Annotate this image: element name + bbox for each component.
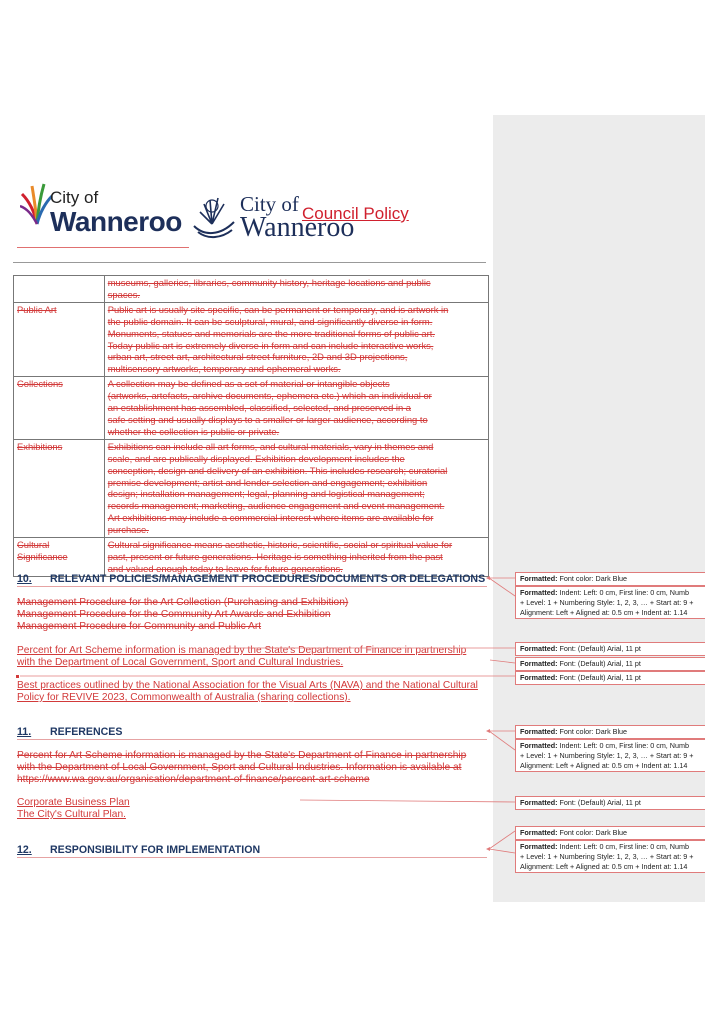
inserted-text: Corporate Business Plan <box>17 797 130 808</box>
inserted-text: with the Department of Local Government, Sport and Cultural Industries. <box>17 657 344 668</box>
section-title: RESPONSIBILITY FOR IMPLEMENTATION <box>50 844 261 856</box>
logo-serif-wanneroo: Wanneroo <box>240 212 355 243</box>
section-10-heading <box>17 573 485 585</box>
formatting-balloon[interactable] <box>515 840 705 873</box>
table-row <box>14 377 489 440</box>
balloon-text: Indent: Left: 0 cm, First line: 0 cm, Numb <box>559 741 689 750</box>
term-cell: Public Art <box>14 302 105 376</box>
description-line: scale, and are publically displayed. Exhibition development includes the <box>107 452 405 464</box>
description-cell <box>104 302 488 376</box>
table-row <box>14 276 489 303</box>
description-cell <box>104 377 488 440</box>
inserted-text: Policy for REVIVE 2023, Commonwealth of Australia (sharing collections). <box>17 692 351 703</box>
balloon-label: Formatted: <box>520 727 558 736</box>
balloon-text: Alignment: Left + Aligned at: 0.5 cm + Indent at: 1.14 <box>520 607 688 617</box>
description-line: urban art, street art, architectural street furniture, 2D and 3D projections, <box>107 351 408 363</box>
insertion-marker <box>16 675 19 678</box>
section-number: 10. <box>17 573 32 585</box>
section-number: 11. <box>17 726 32 738</box>
term-cell: Collections <box>14 377 105 440</box>
term-cell: Exhibitions <box>14 439 105 537</box>
formatting-balloon[interactable] <box>515 657 705 671</box>
balloon-label: Formatted: <box>520 659 558 668</box>
section-12-heading <box>17 844 260 856</box>
description-line: the public domain. It can be sculptural, mural, and significantly diverse in form. <box>107 315 433 327</box>
inserted-text: Percent for Art Scheme information is managed by the State's Department of Finance in partnership <box>17 645 467 656</box>
section-title: REFERENCES <box>50 726 123 738</box>
balloon-label: Formatted: <box>520 828 558 837</box>
balloon-text: + Level: 1 + Numbering Style: 1, 2, 3, … + Start at: 9 + <box>520 597 694 607</box>
deleted-procedure: Management Procedure for the Community Art Awards and Exhibition <box>17 609 331 620</box>
description-line: safe setting and usually displays to a smaller or larger audience, according to <box>107 413 428 425</box>
council-policy-title: Council Policy <box>302 204 409 223</box>
section-11-heading <box>17 726 122 738</box>
table-row <box>14 439 489 537</box>
section-title: RELEVANT POLICIES/MANAGEMENT PROCEDURES/DOCUMENTS OR DELEGATIONS <box>50 573 486 585</box>
formatting-balloon[interactable] <box>515 642 705 656</box>
balloon-text: Font: (Default) Arial, 11 pt <box>559 673 641 682</box>
description-line: Monuments, statues and memorials are the more traditional forms of public art. <box>107 327 435 339</box>
formatting-balloon[interactable] <box>515 671 705 685</box>
description-cell <box>104 538 488 577</box>
section-rule <box>17 586 487 587</box>
section-number: 12. <box>17 844 32 856</box>
balloon-text: Font color: Dark Blue <box>559 828 628 837</box>
description-line: records management; marketing, audience engagement and event management. <box>107 500 445 512</box>
balloon-label: Formatted: <box>520 842 558 851</box>
balloon-text: Indent: Left: 0 cm, First line: 0 cm, Numb <box>559 842 689 851</box>
inserted-text: The City's Cultural Plan. <box>17 809 126 820</box>
description-line: an establishment has assembled, classified, selected, and preserved in a <box>107 402 411 414</box>
balloon-label: Formatted: <box>520 673 558 682</box>
description-line: premise development; artist and lender selection and engagement; exhibition <box>107 476 428 488</box>
balloon-text: Alignment: Left + Aligned at: 0.5 cm + Indent at: 1.14 <box>520 861 688 871</box>
definitions-table <box>13 275 489 577</box>
description-line: Exhibitions can include all art forms, and cultural materials, vary in themes and <box>107 440 434 452</box>
description-line: Art exhibitions may include a commercial interest where items are available for <box>107 512 434 524</box>
deleted-procedure: Management Procedure for the Art Collection (Purchasing and Exhibition) <box>17 597 349 608</box>
deleted-reference-link[interactable]: https://www.wa.gov.au/organisation/department-of-finance/percent-art-scheme <box>17 774 370 785</box>
table-row <box>14 302 489 376</box>
flower-emblem-icon <box>20 180 54 226</box>
logo-underline <box>17 247 189 248</box>
formatting-balloon[interactable] <box>515 725 705 739</box>
formatting-balloon[interactable] <box>515 826 705 840</box>
balloon-text: Font color: Dark Blue <box>559 574 628 583</box>
balloon-text: Alignment: Left + Aligned at: 0.5 cm + Indent at: 1.14 <box>520 760 688 770</box>
balloon-label: Formatted: <box>520 741 558 750</box>
section-rule <box>17 739 487 740</box>
description-line: A collection may be defined as a set of material or intangible objects <box>107 378 390 390</box>
balloon-text: + Level: 1 + Numbering Style: 1, 2, 3, … + Start at: 9 + <box>520 750 694 760</box>
description-line: purchase. <box>107 524 149 536</box>
formatting-balloon[interactable] <box>515 586 705 619</box>
description-line: and valued enough today to leave for future generations. <box>107 562 343 574</box>
logo-word-city-of: City of <box>50 188 99 207</box>
description-line: museums, galleries, libraries, community history, heritage locations and public <box>107 277 431 288</box>
formatting-balloon[interactable] <box>515 572 705 586</box>
deleted-procedure: Management Procedure for Community and Public Art <box>17 621 262 632</box>
city-of-wanneroo-logo <box>20 180 190 242</box>
description-line: Cultural significance means aesthetic, historic, scientific, social or spiritual value for <box>107 539 453 551</box>
balloon-label: Formatted: <box>520 574 558 583</box>
logo-word-wanneroo: Wanneroo <box>50 206 182 237</box>
description-line: design; installation management; legal, planning and logistical management; <box>107 488 425 500</box>
balloon-text: + Level: 1 + Numbering Style: 1, 2, 3, … + Start at: 9 + <box>520 851 694 861</box>
description-cell <box>104 439 488 537</box>
term-cell <box>14 276 105 303</box>
term-cell: Cultural Significance <box>14 538 105 577</box>
balloon-text: Font: (Default) Arial, 11 pt <box>559 798 641 807</box>
description-line: conception, design and delivery of an exhibition. This includes research; curatorial <box>107 464 448 476</box>
description-cell <box>104 276 488 303</box>
balloon-text: Font color: Dark Blue <box>559 727 628 736</box>
table-row <box>14 538 489 577</box>
description-line: (artworks, artefacts, archive documents, ephemera etc.) which an individual or <box>107 390 432 402</box>
balloon-text: Font: (Default) Arial, 11 pt <box>559 644 641 653</box>
banksia-emblem-icon <box>190 192 238 242</box>
deleted-reference: with the Department of Local Government, Sport and Cultural Industries. Information is available at <box>17 762 462 773</box>
balloon-label: Formatted: <box>520 644 558 653</box>
balloon-text: Indent: Left: 0 cm, First line: 0 cm, Numb <box>559 588 689 597</box>
deleted-reference: Percent for Art Scheme information is managed by the State's Department of Finance in partnership <box>17 750 467 761</box>
inserted-text: Best practices outlined by the National Association for the Visual Arts (NAVA) and the National Cultural <box>17 680 478 691</box>
description-line: Today public art is extremely diverse in form and can include interactive works, <box>107 339 434 351</box>
description-line: past, present or future generations. Heritage is something inherited from the past <box>107 550 443 562</box>
balloon-text: Font: (Default) Arial, 11 pt <box>559 659 641 668</box>
formatting-balloon[interactable] <box>515 739 705 772</box>
markup-pane <box>493 115 705 902</box>
logo-serif-city-of: City of <box>240 192 299 216</box>
description-line: Public art is usually site specific, can be permanent or temporary, and is artwork in <box>107 303 449 315</box>
description-line: multisensory artworks, temporary and ephemeral works. <box>107 363 341 375</box>
balloon-label: Formatted: <box>520 588 558 597</box>
city-of-wanneroo-serif-logo <box>190 192 490 246</box>
section-rule <box>17 857 487 858</box>
balloon-label: Formatted: <box>520 798 558 807</box>
description-line: spaces. <box>107 288 141 300</box>
description-line: whether the collection is public or private. <box>107 425 280 437</box>
header-rule <box>13 262 486 263</box>
formatting-balloon[interactable] <box>515 796 705 810</box>
